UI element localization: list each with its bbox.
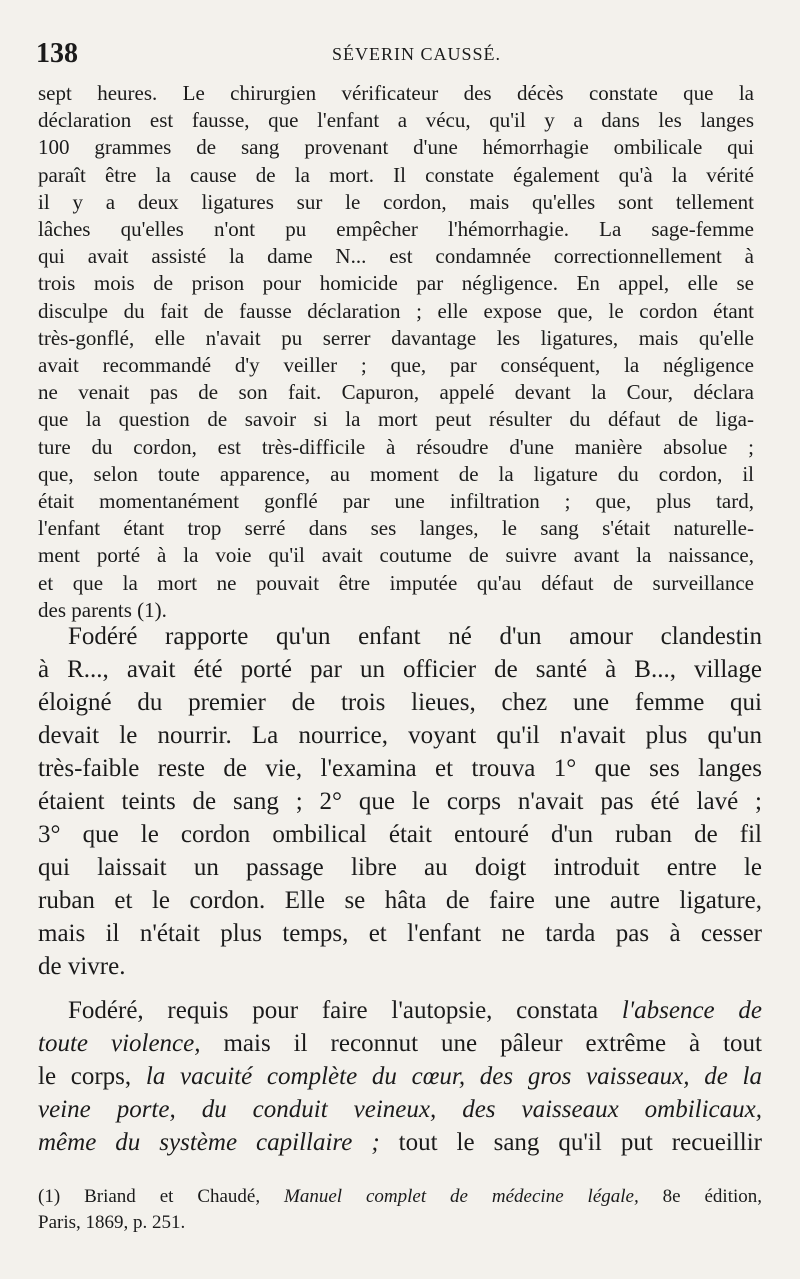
text-line: trois mois de prison pour homicide par négligence. En appel, elle se bbox=[38, 271, 754, 296]
text-line: ment porté à la voie qu'il avait coutume de suivre avant la naissance, bbox=[38, 543, 754, 568]
text-line: lâches qu'elles n'ont pu empêcher l'hémorrhagie. La sage-femme bbox=[38, 217, 754, 242]
text-line: très-gonflé, elle n'avait pu serrer davantage les ligatures, mais qu'elle bbox=[38, 325, 754, 350]
italic-run: même du système capillaire ; bbox=[38, 1129, 380, 1156]
text-line bbox=[38, 1060, 762, 1093]
text-line: ture du cordon, est très-difficile à résoudre d'une manière absolue ; bbox=[38, 434, 754, 459]
running-title: SÉVERIN CAUSSÉ. bbox=[332, 44, 502, 64]
text-run: Fodéré, requis pour faire l'autopsie, constata bbox=[68, 997, 622, 1024]
text-line: paraît être la cause de la mort. Il constate également qu'à la vérité bbox=[38, 162, 754, 187]
text-line: de vivre. bbox=[38, 953, 126, 980]
text-line: 3° que le cordon ombilical était entouré d'un ruban de fil bbox=[38, 821, 762, 848]
text-line: disculpe du fait de fausse déclaration ; elle expose que, le cordon étant bbox=[38, 298, 754, 323]
paragraph-fodere-autopsie bbox=[38, 994, 762, 1159]
text-run: 8e édition, bbox=[638, 1186, 762, 1207]
italic-run: toute violence, bbox=[38, 1030, 201, 1057]
text-line bbox=[38, 1093, 762, 1126]
text-line: que la question de savoir si la mort peut résulter du défaut de liga- bbox=[38, 407, 754, 432]
text-line: devait le nourrir. La nourrice, voyant qu'il n'avait plus qu'un bbox=[38, 722, 762, 749]
footnote-line: Paris, 1869, p. 251. bbox=[38, 1212, 186, 1233]
text-line bbox=[38, 994, 762, 1027]
main-text bbox=[38, 620, 762, 1159]
text-line: était momentanément gonflé par une infiltration ; que, plus tard, bbox=[38, 489, 754, 514]
text-line: déclaration est fausse, que l'enfant a vécu, qu'il y a dans les langes bbox=[38, 108, 754, 133]
page-header bbox=[36, 38, 766, 72]
italic-run: la vacuité complète du cœur, des gros vaisseaux, de la bbox=[145, 1063, 762, 1090]
page-number: 138 bbox=[36, 38, 78, 69]
text-line: étaient teints de sang ; 2° que le corps n'avait pas été lavé ; bbox=[38, 788, 762, 815]
text-line: l'enfant étant trop serré dans ses langes, le sang s'était naturelle- bbox=[38, 516, 754, 541]
text-line bbox=[38, 1027, 762, 1060]
text-line: mais il n'était plus temps, et l'enfant ne tarda pas à cesser bbox=[38, 920, 762, 947]
footnote-line bbox=[38, 1184, 762, 1210]
text-run: mais il reconnut une pâleur extrême à tout bbox=[200, 1030, 762, 1057]
text-line: sept heures. Le chirurgien vérificateur des décès constate que la bbox=[38, 81, 754, 105]
text-run: tout le sang qu'il put recueillir bbox=[379, 1129, 762, 1156]
text-line: très-faible reste de vie, l'examina et trouva 1° que ses langes bbox=[38, 755, 762, 782]
italic-run: l'absence de bbox=[621, 997, 763, 1024]
text-line: qui avait assisté la dame N... est condamnée correctionnellement à bbox=[38, 244, 754, 269]
text-line: que, selon toute apparence, au moment de la ligature du cordon, il bbox=[38, 461, 754, 486]
italic-run: Manuel complet de médecine légale, bbox=[284, 1186, 639, 1207]
text-line: avait recommandé d'y veiller ; que, par conséquent, la négligence bbox=[38, 353, 754, 378]
text-line: qui laissait un passage libre au doigt introduit entre le bbox=[38, 854, 762, 881]
text-line: 100 grammes de sang provenant d'une hémorrhagie ombilicale qui bbox=[38, 135, 754, 160]
text-line: et que la mort ne pouvait être imputée qu'au défaut de surveillance bbox=[38, 570, 754, 595]
text-line: des parents (1). bbox=[38, 597, 167, 622]
text-run: le corps, bbox=[38, 1063, 146, 1090]
paragraph-continued bbox=[38, 80, 754, 624]
italic-run: veine porte, du conduit veineux, des vaisseaux ombilicaux, bbox=[38, 1096, 762, 1123]
text-line bbox=[38, 1126, 762, 1159]
text-run: (1) Briand et Chaudé, bbox=[38, 1186, 285, 1207]
text-line: ne venait pas de son fait. Capuron, appelé devant la Cour, déclara bbox=[38, 380, 754, 405]
text-line: Fodéré rapporte qu'un enfant né d'un amour clandestin bbox=[68, 623, 762, 650]
text-line: il y a deux ligatures sur le cordon, mais qu'elles sont tellement bbox=[38, 189, 754, 214]
text-line: à R..., avait été porté par un officier de santé à B..., village bbox=[38, 656, 762, 683]
text-line: ruban et le cordon. Elle se hâta de faire une autre ligature, bbox=[38, 887, 762, 914]
footnote bbox=[38, 1184, 762, 1236]
paragraph-fodere-rapport bbox=[38, 620, 762, 983]
text-line: éloigné du premier de trois lieues, chez une femme qui bbox=[38, 689, 762, 716]
